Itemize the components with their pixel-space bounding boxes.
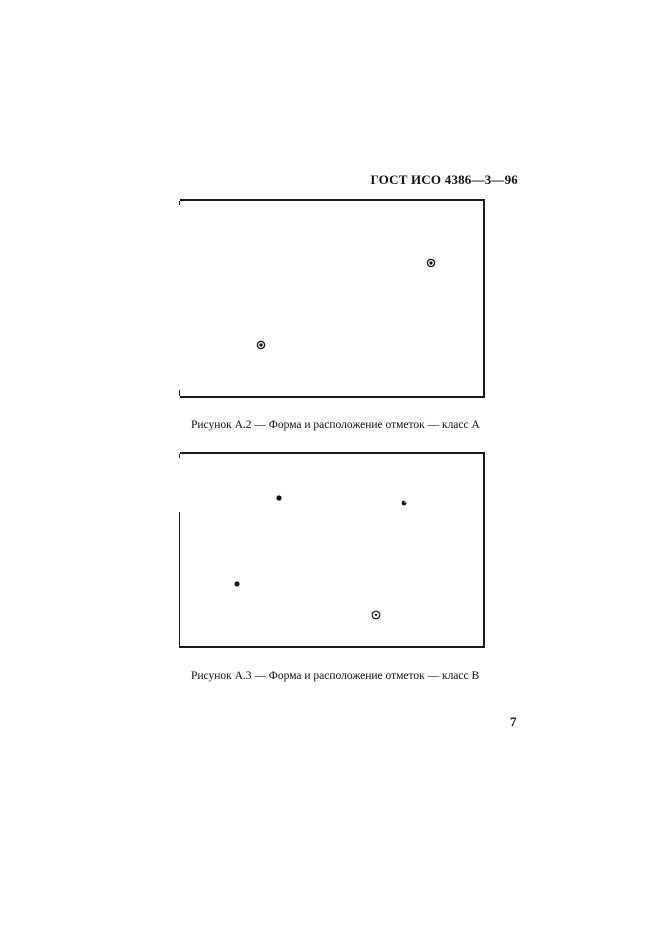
circle-mark-icon xyxy=(371,610,381,620)
figure-a2-caption: Рисунок А.2 — Форма и расположение отметок — класс А xyxy=(191,419,480,431)
frame-left-edge xyxy=(179,201,180,205)
frame-left-edge xyxy=(179,390,180,396)
standard-code-header: ГОСТ ИСО 4386—3—96 xyxy=(370,172,518,187)
frame-left-edge xyxy=(179,512,180,648)
figure-a3-caption: Рисунок А.3 — Форма и расположение отметок — класс В xyxy=(191,670,480,682)
dot-mark-icon xyxy=(232,579,242,589)
figure-a3-frame xyxy=(180,452,485,648)
frame-left-edge xyxy=(179,454,180,458)
target-mark-icon xyxy=(256,340,266,350)
dot-mark-icon xyxy=(274,493,284,503)
figure-a2-frame xyxy=(180,199,485,398)
dot-mark-icon xyxy=(399,498,409,508)
page-number: 7 xyxy=(510,714,517,729)
target-mark-icon xyxy=(426,258,436,268)
